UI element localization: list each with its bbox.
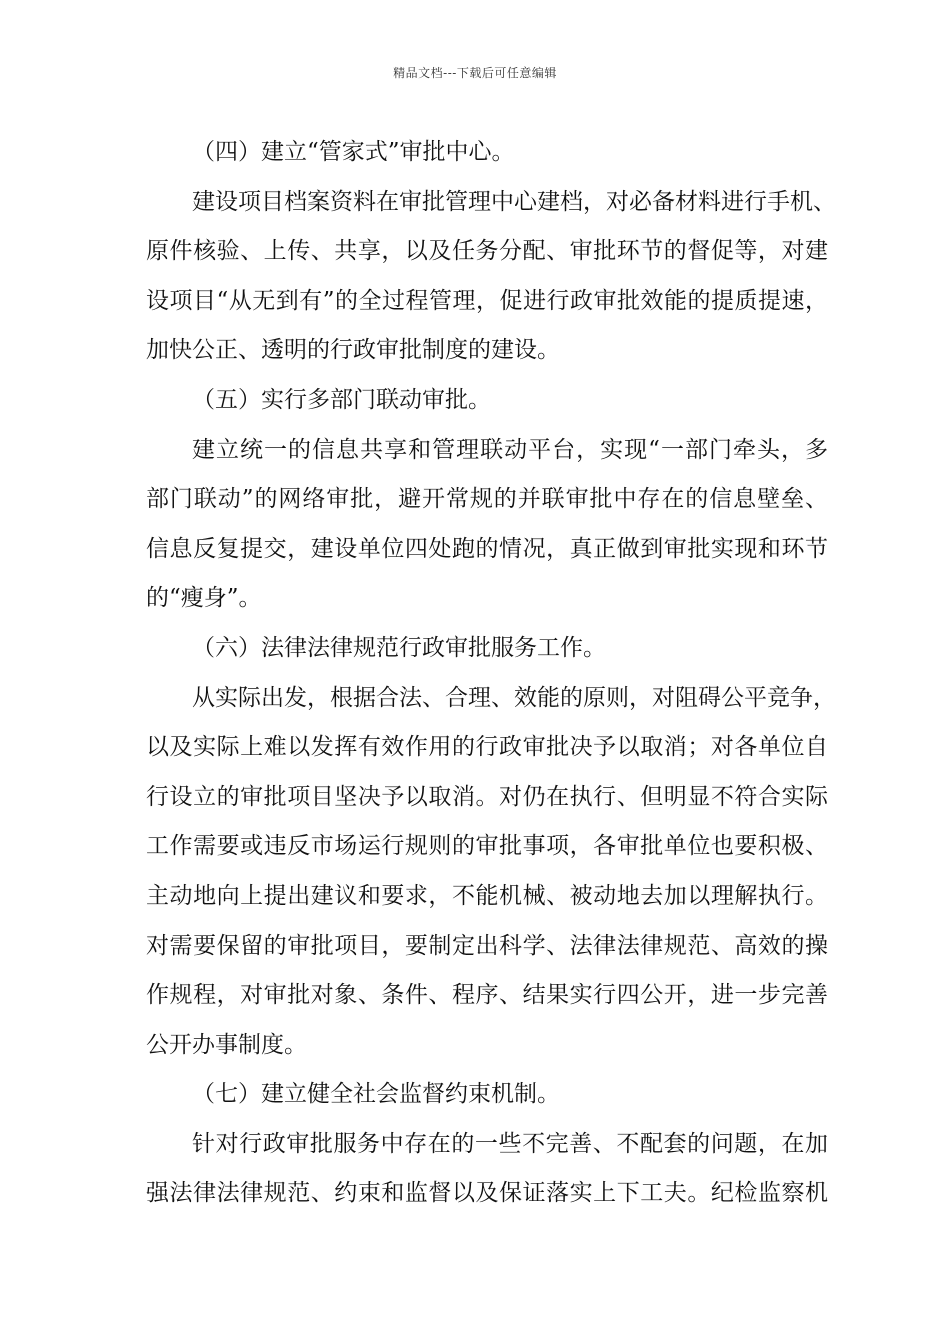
section-heading-4: （四）建立“管家式”审批中心。 <box>192 139 515 165</box>
paragraph-line: 建设项目档案资料在审批管理中心建档，对必备材料进行手机、 <box>192 188 836 215</box>
paragraph-line: 建立统一的信息共享和管理联动平台，实现“一部门牵头，多 <box>192 436 828 463</box>
paragraph-line: 主动地向上提出建议和要求，不能机械、被动地去加以理解执行。 <box>146 882 828 909</box>
paragraph-line: 从实际出发，根据合法、合理、效能的原则，对阻碍公平竞争， <box>192 684 836 711</box>
paragraph-line: 的“瘦身”。 <box>146 585 262 612</box>
paragraph-line: 公开办事制度。 <box>146 1031 307 1058</box>
section-heading-7: （七）建立健全社会监督约束机制。 <box>192 1081 560 1108</box>
paragraph-line: 部门联动”的网络审批，避开常规的并联审批中存在的信息壁垒、 <box>146 486 828 513</box>
paragraph-line: 作规程，对审批对象、条件、程序、结果实行四公开，进一步完善 <box>146 982 828 1009</box>
paragraph-line: 加快公正、透明的行政审批制度的建设。 <box>146 337 560 364</box>
paragraph-line: 强法律法律规范、约束和监督以及保证落实上下工夫。纪检监察机 <box>146 1180 828 1207</box>
paragraph-line: 原件核验、上传、共享，以及任务分配、审批环节的督促等，对建 <box>146 238 828 265</box>
paragraph-line: 对需要保留的审批项目，要制定出科学、法律法律规范、高效的操 <box>146 932 828 959</box>
paragraph-line: 设项目“从无到有”的全过程管理，促进行政审批效能的提质提速， <box>146 287 828 314</box>
paragraph-line: 行设立的审批项目坚决予以取消。对仍在执行、但明显不符合实际 <box>146 783 828 810</box>
paragraph-line: 以及实际上难以发挥有效作用的行政审批决予以取消；对各单位自 <box>146 734 828 761</box>
paragraph-line: 针对行政审批服务中存在的一些不完善、不配套的问题，在加 <box>192 1130 828 1157</box>
section-heading-6: （六）法律法律规范行政审批服务工作。 <box>192 634 606 661</box>
section-heading-5: （五）实行多部门联动审批。 <box>192 386 491 413</box>
document-body <box>146 128 836 1219</box>
paragraph-line: 信息反复提交，建设单位四处跑的情况，真正做到审批实现和环节 <box>146 535 828 562</box>
page-header: 精品文档---下载后可任意编辑 <box>393 66 557 80</box>
paragraph-line: 工作需要或违反市场运行规则的审批事项，各审批单位也要积极、 <box>146 833 828 860</box>
